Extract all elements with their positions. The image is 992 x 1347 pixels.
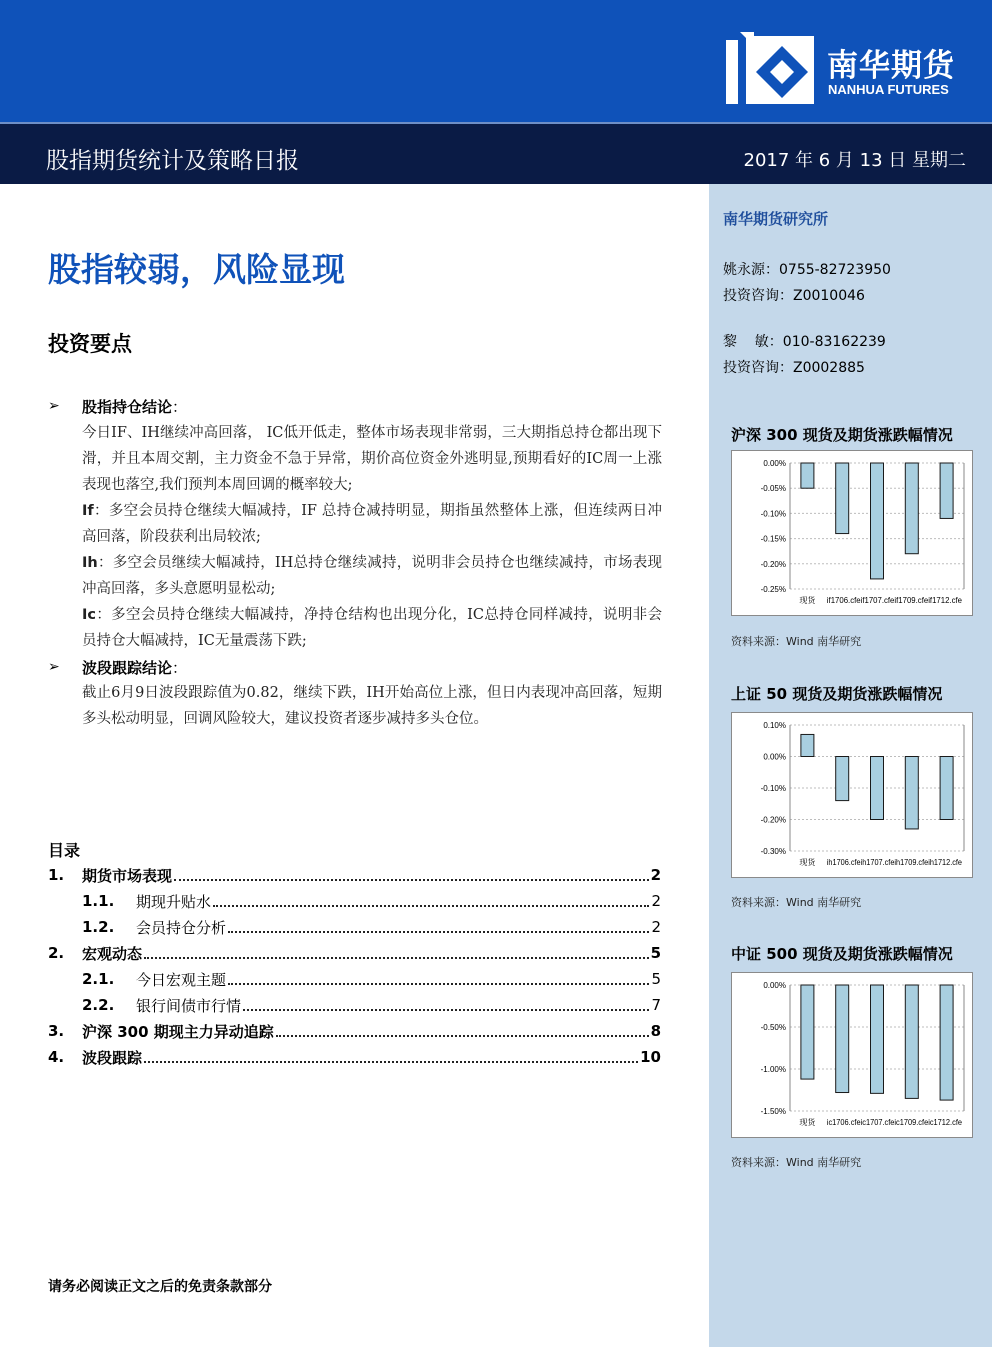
y-tick-label: -0.25% xyxy=(760,585,786,594)
toc-leader-dots xyxy=(243,999,649,1011)
y-tick-label: -0.10% xyxy=(760,509,786,519)
toc-leader-dots xyxy=(276,1025,649,1037)
toc-item[interactable] xyxy=(48,940,661,966)
bar-ic1712.cfe xyxy=(940,985,953,1100)
toc-item-number: 3. xyxy=(48,1022,65,1040)
if-item: If：多空会员持仓继续大幅减持，IF 总持仓减持明显，期指虽然整体上涨，但连续两日冲高回落，阶段获利出局较浓; xyxy=(82,503,662,545)
toc-item-label: 期现升贴水 xyxy=(136,892,212,911)
toc-item-page: 8 xyxy=(650,1022,661,1040)
toc-item[interactable] xyxy=(48,914,661,940)
toc-item-number: 1. xyxy=(48,866,65,884)
analyst-2-contact: 黎 敏：010-83162239 xyxy=(723,334,886,350)
toc-item-label: 银行间债市行情 xyxy=(136,996,242,1015)
bullet-label-swing: 波段跟踪结论： xyxy=(82,659,188,677)
toc-item[interactable] xyxy=(48,992,661,1018)
bar-ih1709.cfe xyxy=(905,757,918,829)
ih-item: Ih：多空会员继续大幅减持，IH总持仓继续减持，说明非会员持仓也继续减持，市场表现冲高回落，多头意愿明显松动; xyxy=(82,555,662,597)
toc-item-page: 2 xyxy=(651,918,661,936)
chart-sz50 xyxy=(731,712,973,878)
position-summary-text: 今日IF、IH继续冲高回落， IC低开低走，整体市场表现非常弱，三大期指总持仓都出现下滑，并且本周交割，主力资金不急于异常，期价高位资金外逃明显,预期看好的IC周一上涨表现也落空,我们预判本周回调的概率较大; xyxy=(82,425,662,493)
toc-item-number: 2.1. xyxy=(82,970,115,988)
bar-现货 xyxy=(801,734,814,756)
toc-item-number: 1.1. xyxy=(82,892,115,910)
bar-if1707.cfe xyxy=(871,463,884,579)
bar-ih1706.cfe xyxy=(836,757,849,801)
toc-item-page: 5 xyxy=(650,944,661,962)
report-title: 股指期货统计及策略日报 xyxy=(46,148,299,174)
x-tick-label: 现货 xyxy=(799,858,816,867)
y-tick-label: -1.00% xyxy=(760,1065,786,1074)
bar-if1709.cfe xyxy=(905,463,918,554)
toc-item-number: 2. xyxy=(48,944,65,962)
section-title: 投资要点 xyxy=(48,332,132,356)
chart-hs300-svg xyxy=(732,451,972,615)
toc-item-label: 波段跟踪 xyxy=(82,1048,143,1067)
brand-name-cn: 南华期货 xyxy=(827,48,955,84)
toc-item-page: 2 xyxy=(651,892,661,910)
toc-item-page: 10 xyxy=(640,1048,661,1066)
bullet-label-position: 股指持仓结论： xyxy=(82,398,188,416)
toc-item-label: 沪深 300 期现主力异动追踪 xyxy=(82,1022,274,1041)
toc-item[interactable] xyxy=(48,862,661,888)
report-title-band xyxy=(0,122,992,184)
y-tick-label: -0.15% xyxy=(760,534,786,544)
chart-source-zz500: 资料来源：Wind 南华研究 xyxy=(731,1156,862,1169)
y-tick-label: -1.50% xyxy=(760,1107,786,1116)
toc-item-label: 今日宏观主题 xyxy=(136,970,227,989)
y-tick-label: -0.50% xyxy=(760,1023,786,1032)
chart-title-zz500: 中证 500 现货及期货涨跌幅情况 xyxy=(731,945,953,963)
toc-leader-dots xyxy=(144,1051,638,1063)
x-tick-label: ih1706.cfeih1707.cfeih1709.cfeih1712.cfe xyxy=(826,858,963,867)
chart-source-hs300: 资料来源：Wind 南华研究 xyxy=(731,635,862,648)
header-band xyxy=(0,0,992,122)
toc-item[interactable] xyxy=(48,1044,661,1070)
toc-item[interactable] xyxy=(48,888,661,914)
sidebar xyxy=(709,184,992,1347)
bar-ih1707.cfe xyxy=(871,757,884,820)
toc-item-number: 4. xyxy=(48,1048,65,1066)
y-tick-label: 0.00% xyxy=(763,981,786,990)
bar-现货 xyxy=(801,985,814,1079)
report-date: 2017 年 6 月 13 日 星期二 xyxy=(743,150,966,171)
toc-item[interactable] xyxy=(48,966,661,992)
chart-source-sz50: 资料来源：Wind 南华研究 xyxy=(731,896,862,909)
chart-title-sz50: 上证 50 现货及期货涨跌幅情况 xyxy=(731,685,943,703)
y-tick-label: -0.10% xyxy=(760,784,786,793)
bar-if1712.cfe xyxy=(940,463,953,518)
analyst-2-license: 投资咨询：Z0002885 xyxy=(723,360,865,376)
y-tick-label: -0.30% xyxy=(760,847,786,856)
x-tick-label: 现货 xyxy=(799,1118,816,1127)
toc-item-page: 5 xyxy=(651,970,661,988)
toc-item[interactable] xyxy=(48,1018,661,1044)
toc-item-number: 2.2. xyxy=(82,996,115,1014)
y-tick-label: -0.20% xyxy=(760,815,786,825)
chart-zz500 xyxy=(731,972,973,1138)
brand-name-en: NANHUA FUTURES xyxy=(828,82,949,97)
bullet-arrow-icon: ➢ xyxy=(48,659,60,675)
analyst-1-contact: 姚永源：0755-82723950 xyxy=(723,262,891,278)
toc-item-page: 7 xyxy=(651,996,661,1014)
toc-item-label: 宏观动态 xyxy=(82,944,143,963)
nanhua-logo-icon xyxy=(726,32,814,104)
x-tick-label: 现货 xyxy=(799,596,816,605)
toc-leader-dots xyxy=(228,973,649,985)
toc-item-label: 期货市场表现 xyxy=(82,866,173,885)
x-tick-label: if1706.cfeif1707.cfeif1709.cfeif1712.cfe xyxy=(826,596,963,605)
chart-sz50-svg xyxy=(732,713,972,877)
toc-leader-dots xyxy=(228,921,649,933)
toc-title: 目录 xyxy=(48,841,81,860)
x-tick-label: ic1706.cfeic1707.cfeic1709.cfeic1712.cfe xyxy=(826,1118,963,1127)
y-tick-label: -0.20% xyxy=(760,559,786,569)
toc-item-page: 2 xyxy=(650,866,661,884)
headline: 股指较弱，风险显现 xyxy=(48,250,345,289)
disclaimer-note: 请务必阅读正文之后的免责条款部分 xyxy=(48,1279,272,1295)
toc-item-label: 会员持仓分析 xyxy=(136,918,227,937)
ic-item: Ic：多空会员持仓继续大幅减持，净持仓结构也出现分化，IC总持仓同样减持，说明非会员持仓大幅减持，IC无量震荡下跌; xyxy=(82,607,662,649)
toc-leader-dots xyxy=(144,947,649,959)
analyst-1-license: 投资咨询：Z0010046 xyxy=(723,288,865,304)
research-institute: 南华期货研究所 xyxy=(723,210,829,228)
y-tick-label: 0.10% xyxy=(763,721,786,730)
bar-ic1707.cfe xyxy=(871,985,884,1093)
bar-ic1709.cfe xyxy=(905,985,918,1098)
chart-title-hs300: 沪深 300 现货及期货涨跌幅情况 xyxy=(731,426,953,444)
position-conclusion-paragraph xyxy=(82,420,662,654)
toc-leader-dots xyxy=(213,895,649,907)
y-tick-label: -0.05% xyxy=(760,484,786,494)
bar-if1706.cfe xyxy=(836,463,849,534)
toc-leader-dots xyxy=(174,869,649,881)
swing-conclusion-paragraph: 截止6月9日波段跟踪值为0.82，继续下跌，IH开始高位上涨，但日内表现冲高回落，短期多头松动明显，回调风险较大，建议投资者逐步减持多头仓位。 xyxy=(82,685,662,727)
bar-ic1706.cfe xyxy=(836,985,849,1093)
chart-zz500-svg xyxy=(732,973,972,1137)
toc-item-number: 1.2. xyxy=(82,918,115,936)
bullet-arrow-icon: ➢ xyxy=(48,398,60,414)
chart-hs300 xyxy=(731,450,973,616)
y-tick-label: 0.00% xyxy=(763,459,786,468)
bar-ih1712.cfe xyxy=(940,757,953,820)
bar-现货 xyxy=(801,463,814,488)
y-tick-label: 0.00% xyxy=(763,752,786,762)
